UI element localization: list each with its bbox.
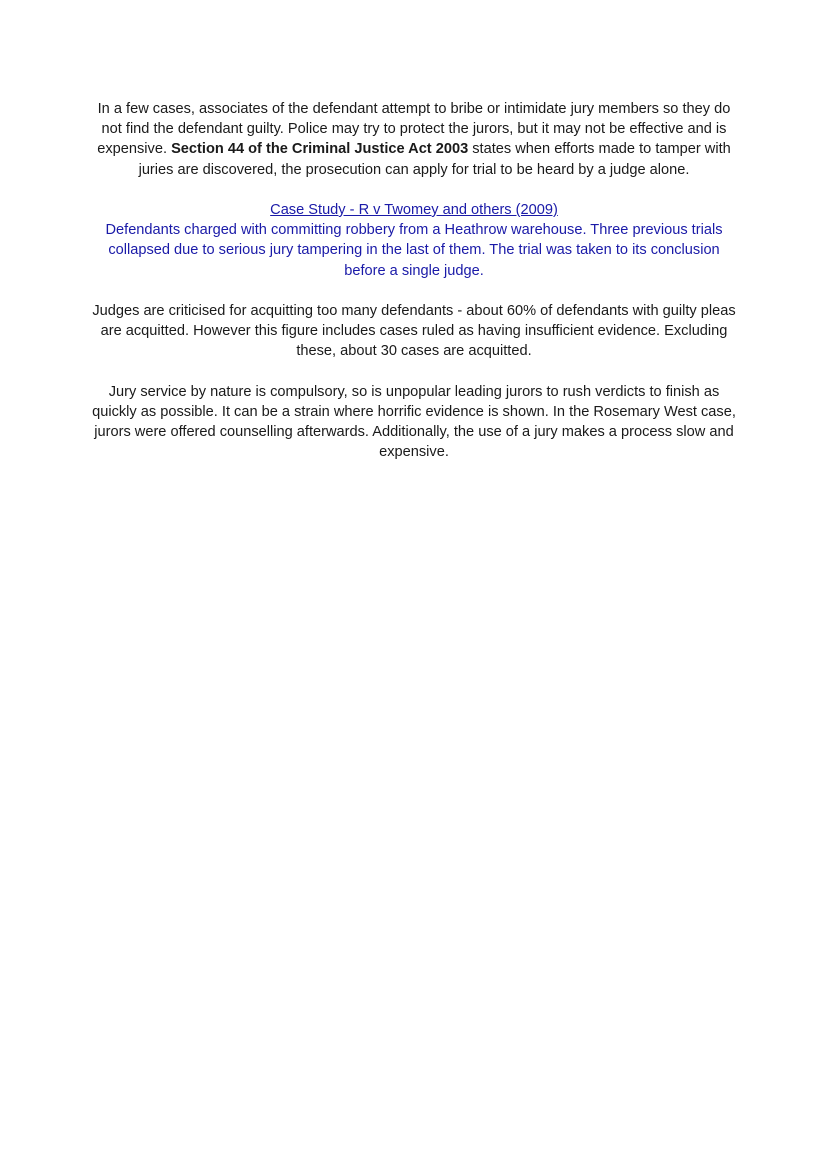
jury-service-paragraph: Jury service by nature is compulsory, so is unpopular leading jurors to rush verdicts to finish as quickly as possible. It can be a strain where horrific evidence is shown. In the Rosemary West case, jurors were offered counselling afterwards. Additionally, the use of a jury makes a process slow and expensive.: [92, 383, 736, 461]
jury-tampering-paragraph: [92, 99, 736, 180]
criminal-justice-act-reference: Section 44 of the Criminal Justice Act 2003: [171, 141, 469, 158]
document-content: [92, 99, 736, 483]
case-study-body: Defendants charged with committing robbery from a Heathrow warehouse. Three previous trials collapsed due to serious jury tampering in the last of them. The trial was taken to its conclusion before a single judge.: [105, 222, 723, 279]
jury-tampering-text-before: In a few cases, associates of the defendant attempt to bribe or intimidate jury members so they do not find the defendant guilty. Police may try to protect the jurors, but it may not be effective and is expensive.: [97, 101, 731, 158]
acquittal-paragraph: Judges are criticised for acquitting too many defendants - about 60% of defendants with guilty pleas are acquitted. However this figure includes cases ruled as having insufficient evidence. Excluding these, about 30 cases are acquitted.: [92, 303, 736, 360]
case-study-block: [92, 200, 736, 281]
jury-tampering-text-after: states when efforts made to tamper with juries are discovered, the prosecution can apply for trial to be heard by a judge alone.: [138, 141, 731, 178]
case-study-title-link[interactable]: Case Study - R v Twomey and others (2009): [270, 202, 558, 218]
